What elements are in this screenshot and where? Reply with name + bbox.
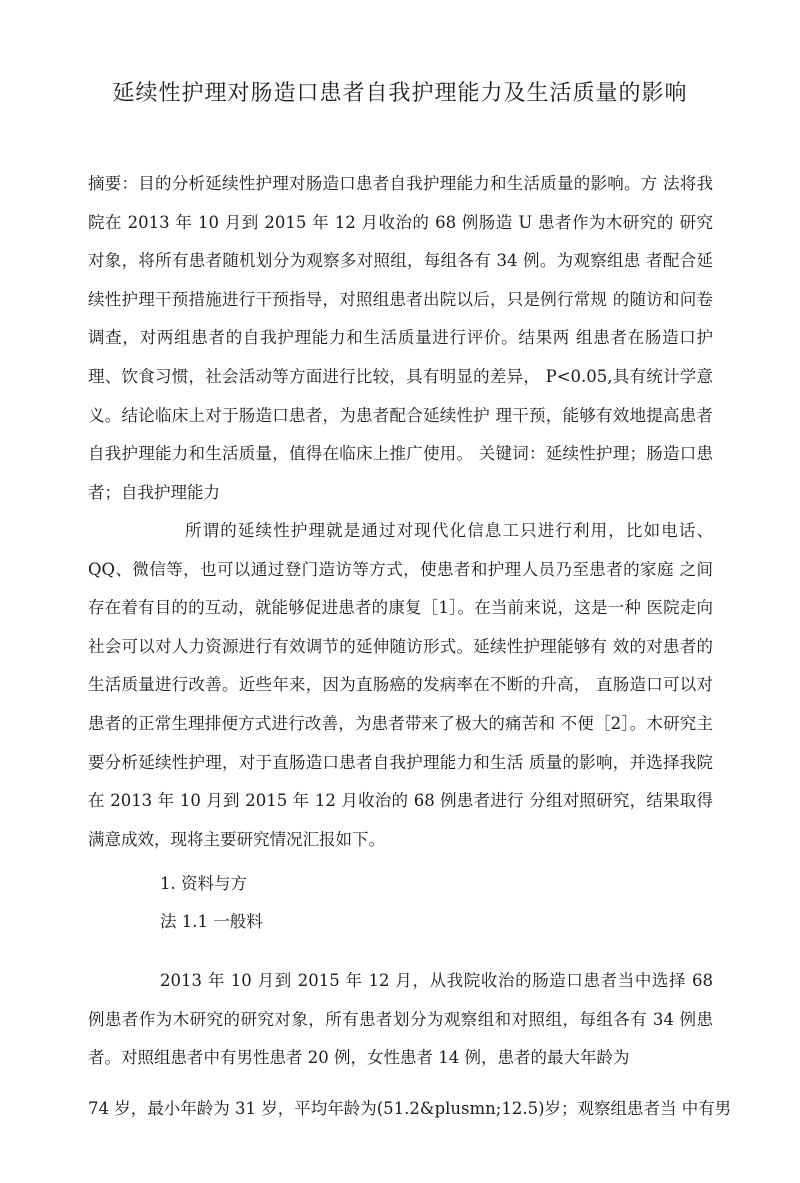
- section-heading-materials-methods: 1. 资料与方: [160, 874, 247, 893]
- age-info-line: 74 岁，最小年龄为 31 岁，平均年龄为(51.2&plusmn;12.5)岁；观察组患者当 中有男: [88, 1099, 732, 1118]
- general-info-paragraph: 2013 年 10 月到 2015 年 12 月，从我院收治的肠造口患者当中选择 68 例患者作为木研究的研究对象，所有患者划分为观察组和对照组，每组各有 34 例患者。对照组患者中有男性患者 20 例，女性患者 14 例，患者的最大年龄为: [88, 971, 713, 1068]
- subsection-heading-general-info: 法 1.1 一般料: [160, 912, 263, 931]
- document-title: 延续性护理对肠造口患者自我护理能力及生活质量的影响: [112, 81, 688, 106]
- intro-paragraph: 所谓的延续性护理就是通过对现代化信息工只进行利用，比如电话、QQ、微信等，也可以通过登门造访等方式，使患者和护理人员乃至患者的家庭 之间存在着有目的的互动，就能够促进患者的康复［1］。在当前来说，这是一种 医院走向社会可以对人力资源进行有效调节的延伸随访形式。延续性护理能够有 效的对患者的生活质量进行改善。近些年来，因为直肠癌的发病率在不断的升高， 直肠造口可以对患者的正常生理排便方式进行改善，为患者带来了极大的痛苦和 不便［2］。木研究主要分析延续性护理，对于直肠造口患者自我护理能力和生活 质量的影响，并选择我院在 2013 年 10 月到 2015 年 12 月收治的 68 例患者进行 分组对照研究，结果取得满意成效，现将主要研究情况汇报如下。: [88, 521, 713, 849]
- abstract-paragraph: 摘要：目的分析延续性护理对肠造口患者自我护理能力和生活质量的影响。方 法将我院在 2013 年 10 月到 2015 年 12 月收治的 68 例肠造 U 患者作为木研究的 研究对象，将所有患者随机划分为观察多对照组，每组各有 34 例。为观察组患 者配合延续性护理干预措施进行干预指导，对照组患者出院以后，只是例行常规 的随访和问卷调查，对两组患者的自我护理能力和生活质量进行评价。结果两 组患者在肠造口护理、饮食习惯，社会活动等方面进行比较，具有明显的差异， P<0.05,具有统计学意义。结论临床上对于肠造口患者，为患者配合延续性护 理干预，能够有效地提高患者自我护理能力和生活质量，值得在临床上推广使用。 关键词：延续性护理；肠造口患者；自我护理能力: [88, 174, 713, 502]
